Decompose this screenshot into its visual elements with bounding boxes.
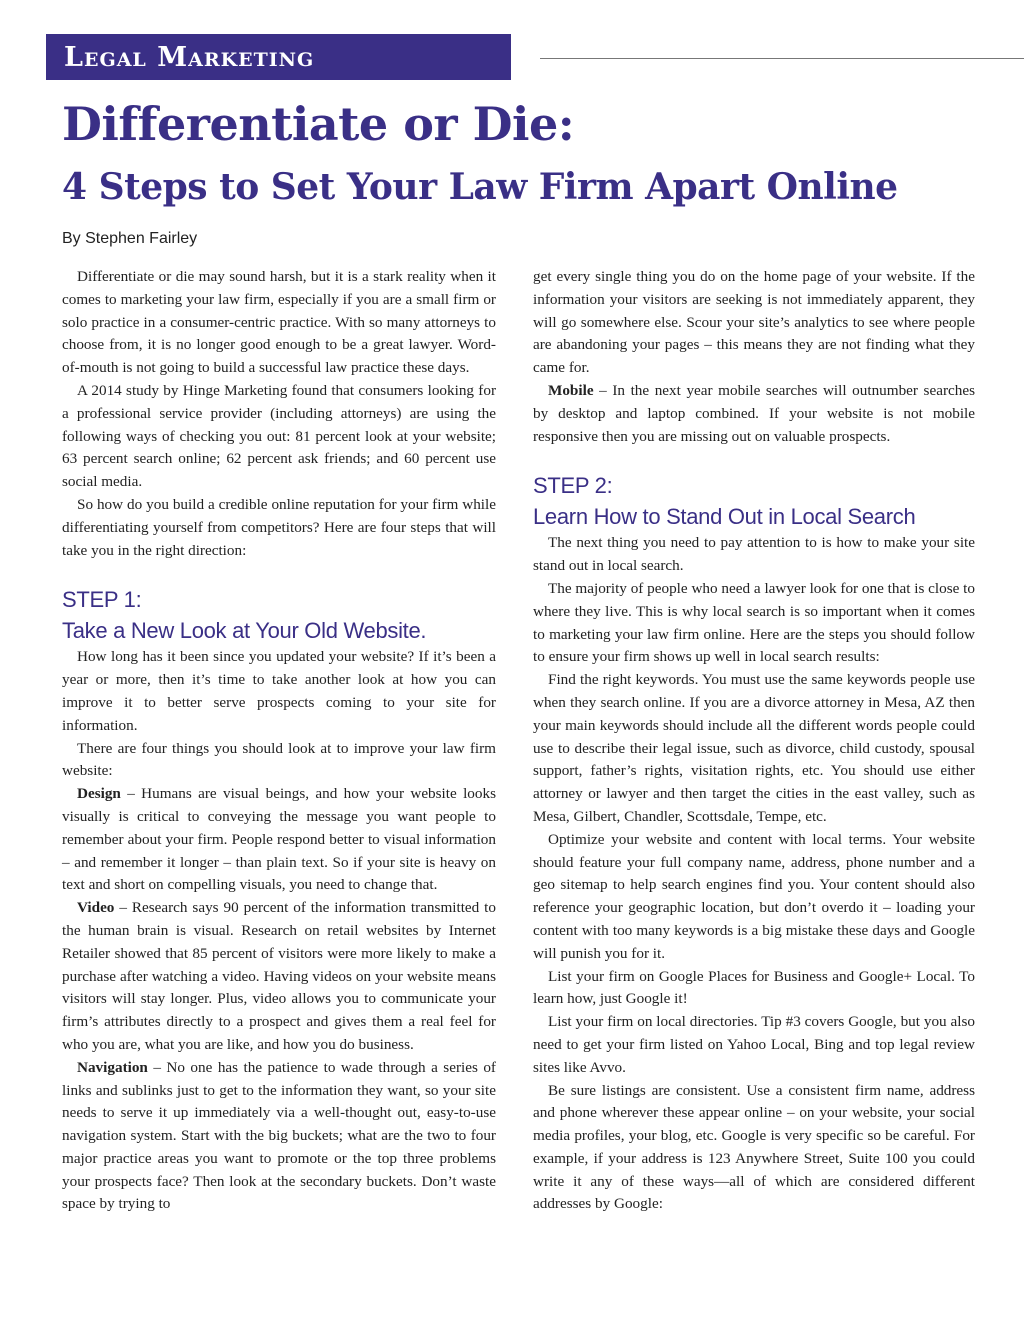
step2-heading: Learn How to Stand Out in Local Search [533, 504, 916, 530]
mobile-item [533, 380, 975, 448]
right-column [533, 266, 975, 1216]
design-term: Design [77, 785, 121, 803]
navigation-term: Navigation [77, 1058, 148, 1076]
step1-heading: Take a New Look at Your Old Website. [62, 618, 427, 644]
step2-paragraph: Find the right keywords. You must use the same keywords people use when they search online. If you are a divorce attorney in Mesa, AZ then your main keywords should include all the different words people could use to describe their legal issue, such as divorce, child custody, spousal support, father’s rights, visitation rights, etc. You should use either attorney or lawyer and then target the cities in the east valley, such as Mesa, Gilbert, Chandler, Scottsdale, Tempe, etc. [533, 671, 975, 825]
step2-paragraph: The next thing you need to pay attention to is how to make your site stand out in local search. [533, 534, 975, 575]
mobile-term: Mobile [548, 381, 594, 399]
video-term: Video [77, 899, 115, 917]
intro-paragraph: Differentiate or die may sound harsh, but it is a stark reality when it comes to marketing your law firm, especially if you are a small firm or solo practice in a consumer-centric practice. With so many attorneys to choose from, it is no longer good enough to be a great lawyer. Word-of-mouth is not going to build a successful law practice these days. [62, 268, 496, 377]
section-label: Legal Marketing [64, 41, 315, 73]
section-banner [46, 34, 511, 80]
step2-paragraph: The majority of people who need a lawyer look for one that is close to where they live. This is why local search is so important when it comes to marketing your law firm online. Here are the steps you should follow to ensure your firm shows up well in local search results: [533, 579, 975, 666]
design-text: – Humans are visual beings, and how your website looks visually is critical to conveying the message you want people to remember about your firm. People respond better to visual information – and remember it longer – than plain text. So if your site is heavy on text and short on compelling visuals, you need to change that. [62, 785, 496, 894]
left-column [62, 266, 496, 1216]
design-item [62, 783, 496, 897]
header-rule [540, 58, 1024, 59]
step2-number: STEP 2: [533, 473, 613, 499]
intro-paragraph: A 2014 study by Hinge Marketing found that consumers looking for a professional service provider (including attorneys) are using the following ways of checking you out: 81 percent look at your website; 63 percent search online; 62 percent ask friends; and 60 percent use social media. [62, 381, 496, 491]
step2-paragraph: Optimize your website and content with local terms. Your website should feature your full company name, address, phone number and a geo sitemap to help search engines find you. Your content should also reference your geographic location, but don’t overdo it – loading your content with too many keywords is a big mistake these days and Google will punish you for it. [533, 830, 975, 962]
mobile-text: – In the next year mobile searches will outnumber searches by desktop and laptop combined. If your website is not mobile responsive then you are missing out on valuable prospects. [533, 381, 975, 445]
step1-paragraph: How long has it been since you updated your website? If it’s been a year or more, then it’s time to take another look at how you can improve it to better serve prospects coming to your site for information. [62, 648, 496, 734]
navigation-text: – No one has the patience to wade through a series of links and sublinks just to get to the information they want, so your site needs to serve it up immediately via a well-thought out, easy-to-use navigation system. Start with the big buckets; what are the two to four major practice areas you want to promote or the top three problems your prospects face? Then look at the secondary buckets. Don’t waste space by trying to [62, 1058, 496, 1213]
article-title: Differentiate or Die: [62, 97, 575, 151]
step2-paragraph: Be sure listings are consistent. Use a consistent firm name, address and phone wherever these appear online – on your website, your social media profiles, your blog, etc. Google is very specific so be careful. For example, if your address is 123 Anywhere Street, Suite 100 you could write it any of these ways—all of which are considered different addresses by Google: [533, 1081, 975, 1213]
navigation-continuation: get every single thing you do on the home page of your website. If the information your visitors are seeking is not immediately apparent, they will go somewhere else. Scour your site’s analytics to see where people are abandoning your pages – this means they are not finding what they came for. [533, 268, 975, 377]
navigation-item [62, 1057, 496, 1217]
video-item [62, 897, 496, 1057]
article-subtitle: 4 Steps to Set Your Law Firm Apart Online [62, 166, 898, 208]
step1-number: STEP 1: [62, 587, 142, 613]
step1-paragraph: There are four things you should look at to improve your law firm website: [62, 739, 496, 780]
video-text: – Research says 90 percent of the information transmitted to the human brain is visual. Research on retail websites by Internet Retailer showed that 85 percent of visitors were more likely to make a purchase after watching a video. Having videos on your website means visitors will stay longer. Plus, video allows you to communicate your firm’s attributes directly to a prospect and gives them a real feel for who you are, what you are like, and how you do business. [62, 899, 496, 1053]
byline: By Stephen Fairley [62, 230, 198, 247]
step2-paragraph: List your firm on Google Places for Business and Google+ Local. To learn how, just Google it! [533, 967, 975, 1008]
step2-paragraph: List your firm on local directories. Tip #3 covers Google, but you also need to get your firm listed on Yahoo Local, Bing and top legal review sites like Avvo. [533, 1013, 975, 1076]
intro-paragraph: So how do you build a credible online reputation for your firm while differentiating yourself from competitors? Here are four steps that will take you in the right direction: [62, 495, 496, 559]
